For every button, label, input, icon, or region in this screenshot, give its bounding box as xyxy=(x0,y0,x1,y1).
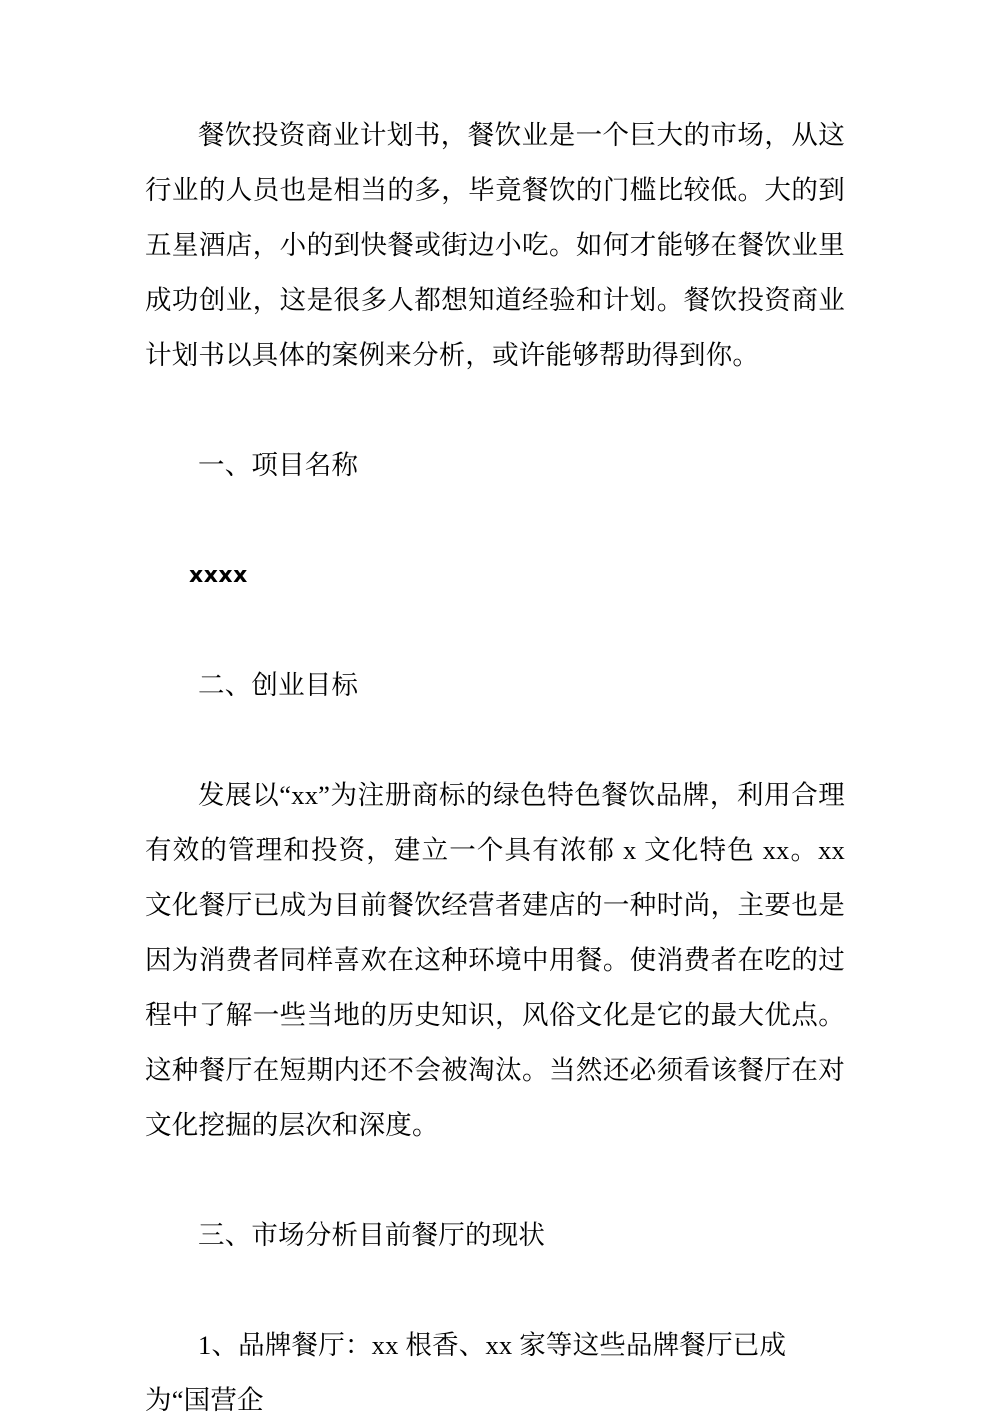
spacer xyxy=(145,1153,845,1208)
heading-section-one: 一、项目名称 xyxy=(198,450,359,480)
spacer xyxy=(145,603,845,658)
spacer xyxy=(145,383,845,438)
document-body xyxy=(145,108,845,1428)
spacer xyxy=(145,493,845,548)
goal-paragraph: 发展以“xx”为注册商标的绿色特色餐饮品牌，利用合理有效的管理和投资，建立一个具有浓郁 x 文化特色 xx。xx 文化餐厅已成为目前餐饮经营者建店的一种时尚，主要也是因为消费者同样喜欢在这种环境中用餐。使消费者在吃的过程中了解一些当地的历史知识，风俗文化是它的最大优点。这种餐厅在短期内还不会被淘汰。当然还必须看该餐厅在对文化挖掘的层次和深度。 xyxy=(145,780,845,1140)
intro-paragraph: 餐饮投资商业计划书，餐饮业是一个巨大的市场，从这行业的人员也是相当的多，毕竟餐饮的门槛比较低。大的到五星酒店，小的到快餐或街边小吃。如何才能够在餐饮业里成功创业，这是很多人都想知道经验和计划。餐饮投资商业计划书以具体的案例来分析，或许能够帮助得到你。 xyxy=(145,120,845,370)
project-name-value: xxxx xyxy=(189,563,248,588)
heading-section-two: 二、创业目标 xyxy=(198,670,359,700)
spacer xyxy=(145,713,845,768)
heading-section-three: 三、市场分析目前餐厅的现状 xyxy=(198,1220,546,1250)
spacer xyxy=(145,1263,845,1318)
list-item-brand-restaurant: 1、品牌餐厅：xx 根香、xx 家等这些品牌餐厅已成为“国营企 xyxy=(145,1330,787,1415)
